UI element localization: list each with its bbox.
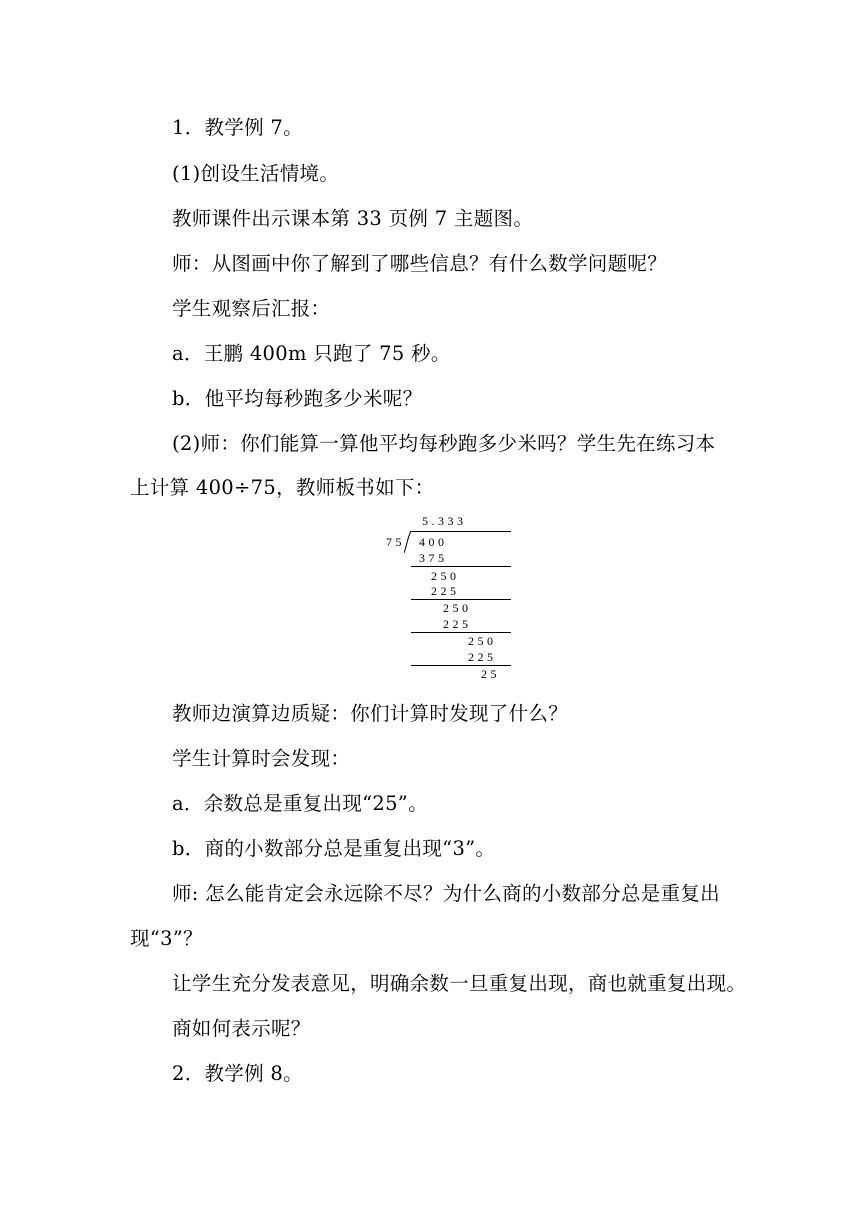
paragraph-10: 学生计算时会发现： [172,747,351,770]
division-bracket-curve [404,531,413,553]
paragraph-13-line-1: 师: 怎么能肯定会永远除不尽？为什么商的小数部分总是重复出 [172,882,720,905]
paragraph-1: 1．教学例 7。 [172,116,303,139]
paragraph-14: 让学生充分发表意见，明确余数一旦重复出现，商也就重复出现。 [172,972,747,995]
division-step: 250 [468,634,497,648]
paragraph-16: 2．教学例 8。 [172,1062,303,1085]
paragraph-2: (1)创设生活情境。 [172,162,340,185]
division-line [411,632,511,633]
division-step: 225 [431,584,460,598]
division-bracket-top [411,531,511,532]
division-divisor: 75 [386,535,405,549]
division-line [411,599,511,600]
paragraph-8-line-1: (2)师：你们能算一算他平均每秒跑多少米吗？学生先在练习本 [172,432,716,455]
paragraph-11: a．余数总是重复出现“25”。 [172,792,428,815]
division-step: 250 [431,569,460,583]
paragraph-7: b．他平均每秒跑多少米呢？ [172,387,423,410]
paragraph-5: 学生观察后汇报： [172,297,331,320]
division-dividend: 400 [419,535,448,549]
paragraph-9: 教师边演算边质疑：你们计算时发现了什么？ [172,702,569,725]
division-remainder: 25 [481,667,500,681]
paragraph-15: 商如何表示呢？ [172,1017,311,1040]
division-step: 225 [468,650,497,664]
paragraph-13-line-2: 现“3”？ [130,927,203,950]
division-quotient: 5.333 [422,514,467,528]
division-step: 250 [443,601,472,615]
division-step: 225 [443,617,472,631]
division-line [411,665,511,666]
paragraph-6: a．王鹏 400m 只跑了 75 秒。 [172,342,451,365]
division-step: 375 [419,551,448,565]
paragraph-4: 师：从图画中你了解到了哪些信息？有什么数学问题呢？ [172,252,668,275]
paragraph-12: b．商的小数部分总是重复出现“3”。 [172,837,496,860]
long-division [380,510,520,690]
division-line [411,566,511,567]
paragraph-8-line-2: 上计算 400÷75，教师板书如下： [130,476,435,499]
paragraph-3: 教师课件出示课本第 33 页例 7 主题图。 [172,207,534,230]
